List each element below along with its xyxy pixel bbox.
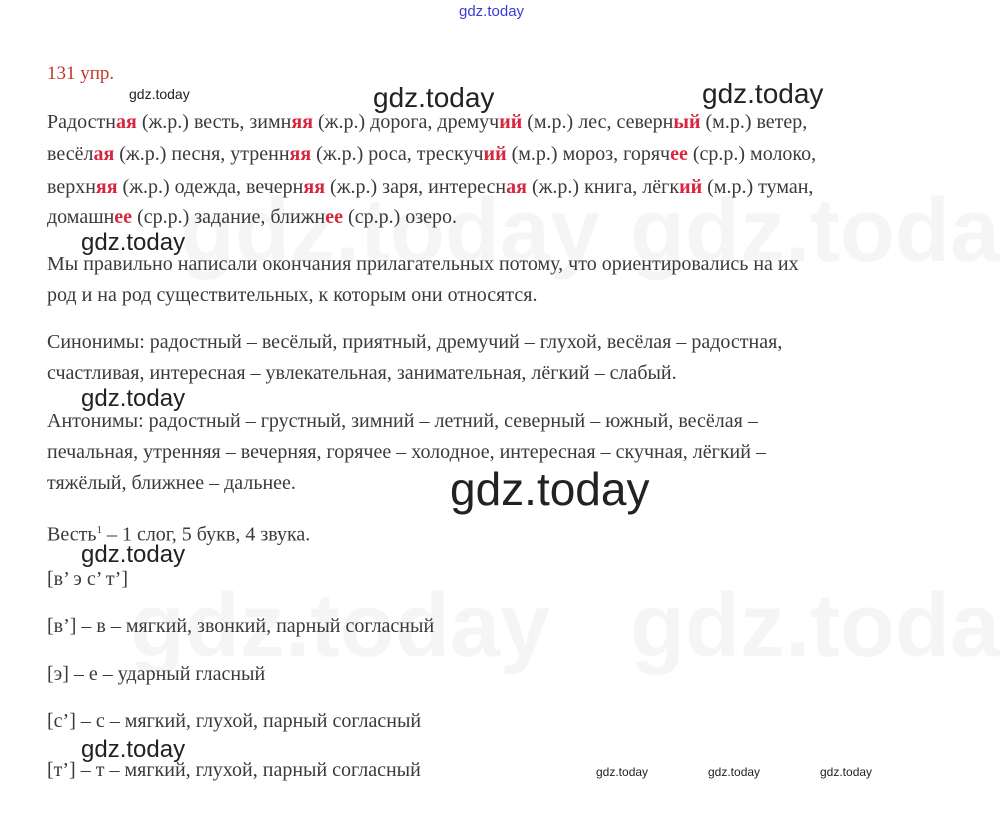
- adjective-ending: ая: [93, 143, 115, 165]
- text-segment: (ср.р.) озеро.: [343, 206, 458, 228]
- adjective-ending: яя: [95, 176, 118, 198]
- text-segment: (м.р.) туман,: [702, 176, 814, 198]
- text-segment: (ж.р.) роса, трескуч: [311, 143, 484, 165]
- watermark: gdz.today: [702, 78, 824, 109]
- sound-line: [с’] – с – мягкий, глухой, парный согласный: [47, 710, 422, 732]
- sound-line: [т’] – т – мягкий, глухой, парный согласный: [47, 759, 421, 781]
- large-watermark: gdz.today: [450, 463, 650, 515]
- ghost-watermark: [630, 575, 1000, 678]
- text-segment: (ж.р.) книга, лёгк: [526, 176, 680, 198]
- word-analysis: [47, 518, 310, 547]
- watermark: gdz.today: [81, 541, 186, 568]
- sound-line: [в’] – в – мягкий, звонкий, парный согласный: [47, 615, 435, 637]
- text-segment: верхн: [47, 176, 96, 198]
- watermark: gdz.today: [373, 82, 495, 113]
- text-segment: (м.р.) ветер,: [700, 111, 808, 133]
- synonyms-line: Синонимы: радостный – весёлый, приятный, дремучий – глухой, весёлая – радостная,: [47, 331, 783, 353]
- adjective-ending: ий: [499, 111, 523, 133]
- explanation-line: Мы правильно написали окончания прилагательных потому, что ориентировались на их: [47, 253, 799, 275]
- antonyms-line: печальная, утренняя – вечерняя, горячее – холодное, интересная – скучная, лёгкий –: [47, 441, 766, 463]
- adjective-ending: ее: [325, 206, 344, 228]
- text-segment: (ж.р.) песня, утренн: [114, 143, 290, 165]
- watermark: gdz.today: [81, 229, 186, 256]
- adjective-ending: ая: [116, 111, 137, 133]
- watermark: gdz.today: [81, 736, 186, 763]
- small-watermark: gdz.today: [596, 765, 649, 779]
- text-segment: (м.р.) мороз, горяч: [506, 143, 671, 165]
- text-segment: Радостн: [47, 111, 116, 133]
- adjective-ending: яя: [289, 143, 312, 165]
- adjective-ending: яя: [291, 111, 314, 133]
- small-watermark: gdz.today: [708, 765, 761, 779]
- analysed-word: Весть: [47, 523, 97, 546]
- text-segment: домашн: [47, 206, 115, 228]
- small-watermark: gdz.today: [820, 765, 873, 779]
- sound-line: [э] – е – ударный гласный: [47, 663, 266, 685]
- exercise-number: 131 упр.: [47, 63, 115, 84]
- transcription: [в’ э с’ т’]: [47, 568, 128, 590]
- text-segment: (ж.р.) дорога, дремуч: [313, 111, 500, 133]
- explanation-line: род и на род существительных, к которым они относятся.: [47, 284, 538, 306]
- adjective-line: [47, 110, 807, 134]
- adjective-ending: ий: [483, 143, 507, 165]
- adjective-line: [47, 175, 813, 199]
- adjective-line: [47, 142, 816, 166]
- watermark: gdz.today: [129, 86, 190, 102]
- text-segment: (ж.р.) весть, зимн: [136, 111, 292, 133]
- text-segment: (ж.р.) одежда, вечерн: [117, 176, 304, 198]
- adjective-ending: ее: [670, 143, 688, 165]
- adjective-ending: ая: [506, 176, 527, 198]
- watermark: gdz.today: [81, 385, 186, 412]
- word-description: – 1 слог, 5 букв, 4 звука.: [101, 523, 311, 546]
- text-segment: (м.р.) лес, северн: [522, 111, 674, 133]
- adjective-ending: ый: [673, 111, 701, 133]
- adjective-ending: ее: [114, 206, 133, 228]
- top-watermark: gdz.today: [459, 3, 525, 20]
- adjective-line: [47, 205, 457, 229]
- synonyms-line: счастливая, интересная – увлекательная, занимательная, лёгкий – слабый.: [47, 362, 677, 384]
- adjective-ending: ий: [679, 176, 703, 198]
- text-segment: весёл: [47, 143, 94, 165]
- text-segment: (ж.р.) заря, интересн: [325, 176, 507, 198]
- antonyms-line: тяжёлый, ближнее – дальнее.: [47, 472, 296, 494]
- word-superscript: 1: [96, 524, 102, 536]
- text-segment: (ср.р.) молоко,: [687, 143, 817, 165]
- antonyms-line: Антонимы: радостный – грустный, зимний – летний, северный – южный, весёлая –: [47, 410, 758, 432]
- text-segment: (ср.р.) задание, ближн: [132, 206, 326, 228]
- adjective-ending: яя: [303, 176, 326, 198]
